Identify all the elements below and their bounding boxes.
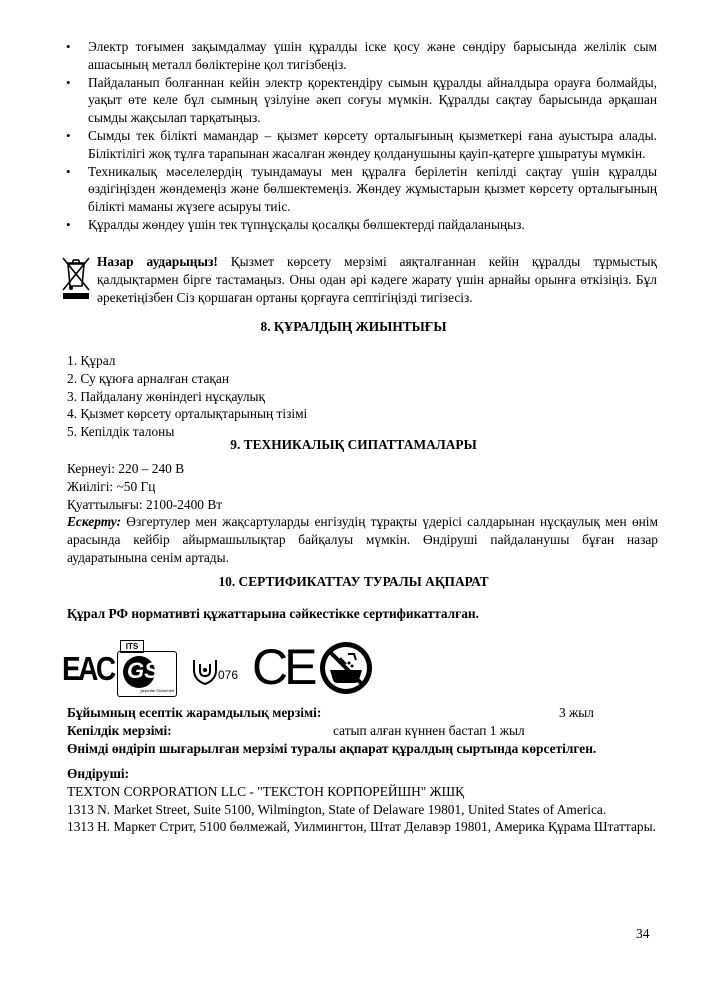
spec-frequency: Жиілігі: ~50 Гц — [67, 478, 156, 494]
specs-block — [67, 460, 658, 567]
kit-item: 2. Су құюға арналған стақан — [67, 370, 230, 386]
page-number: 34 — [636, 926, 650, 941]
attention-label: Назар аударыңыз! — [97, 254, 218, 269]
eac-logo: EAC — [62, 650, 114, 687]
attention-paragraph — [97, 253, 657, 306]
kit-item: 3. Пайдалану жөніндегі нұсқаулық — [67, 388, 266, 404]
ua-mark-icon — [192, 656, 218, 686]
certification-text: Құрал РФ нормативті құжаттарына сәйкестікке сертификатталған. — [67, 606, 479, 621]
spec-power: Қуаттылығы: 2100-2400 Вт — [67, 496, 223, 512]
note-label: Ескерту: — [67, 514, 122, 530]
attention-text: Қызмет көрсету мерзімі аяқталғаннан кейін құралды тұрмыстық қалдықтармен бірге тастамаңыз. Оны одан әрі кәдеге жарату үшін арнайы орынға өткізіңіз. Бұл әрекетіңізбен Сіз қоршаған ортаны қорғауға септігіңізді тигізесіз. — [97, 254, 658, 305]
kit-item: 1. Құрал — [67, 353, 116, 368]
kit-item: 4. Қызмет көрсету орталықтарының тізімі — [67, 406, 308, 422]
section-8-heading: 8. ҚҰРАЛДЫҢ ЖИЫНТЫҒЫ — [260, 319, 447, 334]
service-life-block — [67, 704, 667, 757]
kit-item: 5. Кепілдік талоны — [67, 424, 175, 440]
safety-bullet: • Сымды тек білікті мамандар – қызмет көрсету орталығының қызметкері ғана ауыстыра алады. Біліктілігі жоқ тұлға тарапынан жасалған жөндеу қолданушыны қауіп-қатерге ұшыратуы мүмкін. — [65, 127, 657, 163]
section-9-heading: 9. ТЕХНИКАЛЫҚ СИПАТТАМАЛАРЫ — [230, 437, 477, 452]
safety-bullet: • Пайдаланып болғаннан кейін электр қоректендіру сымын құралды айналдыра орауға болмайды, уақыт өте келе бұл сымның үзілуіне әкеп соғуы мүмкін. Құралды сақтау барысында әрқашан сымды жақсылап тарқатыңыз. — [65, 74, 657, 127]
warranty-value: сатып алған күннен бастап 1 жыл — [333, 722, 525, 738]
service-life-label: Бұйымның есептік жарамдылық мерзімі: — [67, 705, 322, 720]
kit-list — [67, 352, 307, 441]
gs-logo: ITS GS geprüfte Sicherheit — [117, 640, 177, 698]
manufacturer-name: TEXTON CORPORATION LLC - "ТЕКСТОН КОРПОРЕЙШН" ЖШҚ — [67, 783, 465, 799]
manufacturer-address-en: 1313 N. Market Street, Suite 5100, Wilmington, State of Delaware 19801, United States of America. — [67, 801, 607, 817]
safety-bullet: • Электр тоғымен зақымдалмау үшін құралды іске қосу және сөндіру барысында желілік сым ашасының металл бөліктеріне қол тигізбеңіз. — [65, 38, 657, 74]
manufacturer-block — [67, 765, 658, 836]
spec-voltage: Кернеуі: 220 – 240 В — [67, 461, 185, 476]
safety-bullet: • Құралды жөндеу үшін тек түпнұсқалы қосалқы бөлшектерді пайдаланыңыз. — [65, 216, 657, 234]
service-life-value: 3 жыл — [559, 705, 594, 720]
warranty-label: Кепілдік мерзімі: — [67, 722, 172, 738]
manufacturer-label: Өндіруші: — [67, 766, 130, 781]
note-text: Өзгертулер мен жақсартуларды енгізудің тұрақты үдерісі салдарынан нұсқаулық мен өнім арасында кейбір айырмашылықтар байқалуы мүмкін. Өндіруші пайдаланушы бұған назар аударатынына сенім артады. — [67, 514, 658, 565]
safety-bullet-list — [65, 38, 657, 234]
crossed-bin-icon — [60, 255, 92, 301]
safety-bullet: • Техникалық мәселелердің туындамауы мен құралға берілетін кепілді сақтау үшін құралды өздігіңізден жөндемеңіз және бөлшектемеңіз. Жөндеу жұмыстарын қызмет көрсету орталығының білікті маманы жүзеге асыруы тиіс. — [65, 163, 657, 216]
no-bath-icon — [318, 640, 374, 696]
ua-number: 076 — [218, 668, 239, 682]
section-10-heading: 10. СЕРТИФИКАТТАУ ТУРАЛЫ АҚПАРАТ — [218, 574, 489, 589]
note-paragraph — [67, 513, 658, 566]
production-date-text: Өнімді өндіріп шығарылған мерзімі туралы ақпарат құралдың сыртында көрсетілген. — [67, 740, 597, 756]
ce-logo: CE — [252, 639, 314, 695]
manufacturer-address-kz: 1313 Н. Маркет Стрит, 5100 бөлмежай, Уилмингтон, Штат Делавэр 19801, Америка Құрама Штаттары. — [67, 819, 656, 835]
certification-logos — [60, 638, 390, 698]
